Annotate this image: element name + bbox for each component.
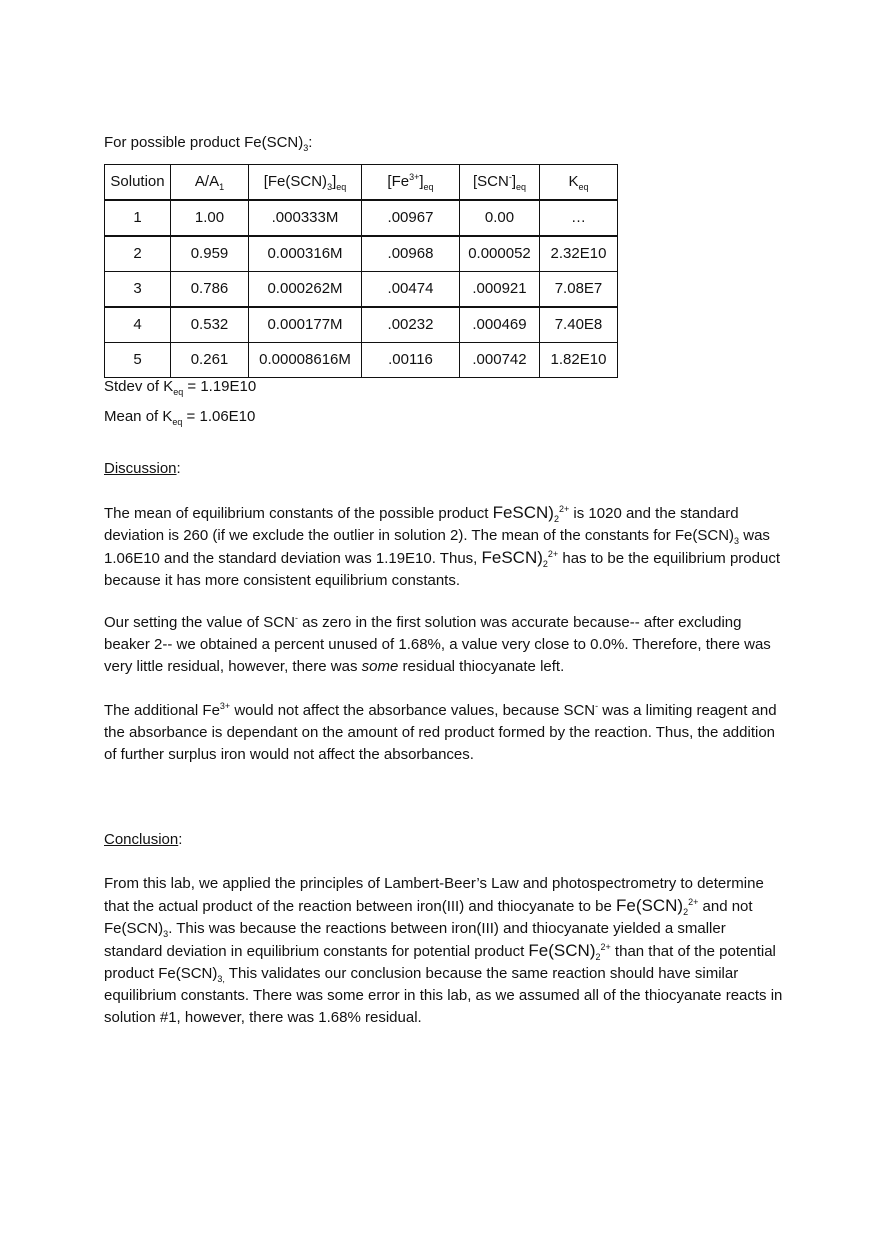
table-row (105, 307, 618, 343)
table-row (105, 343, 618, 378)
intro-text: For possible product Fe(SCN) (104, 134, 304, 151)
table-cell: .000333M (249, 200, 362, 236)
equilibrium-table (104, 164, 618, 378)
header-fe: $[Fe^{3+}]_{eq}$ (362, 165, 460, 201)
table-cell: 0.000262M (249, 272, 362, 308)
discussion-heading-line: Discussion: (104, 460, 181, 477)
table-cell: 0.000052 (460, 236, 540, 272)
table-cell: 1 (105, 200, 171, 236)
table-cell: 2.32E10 (540, 236, 618, 272)
table-cell: 1.82E10 (540, 343, 618, 378)
header-solution: Solution (105, 165, 171, 201)
table-header-row (105, 165, 618, 201)
table-cell: .000742 (460, 343, 540, 378)
discussion-paragraph-2: Our setting the value of SCN- as zero in the first solution was accurate because-- after excluding beaker 2-- we obtained a percent unused of 1.68%, a value very close to 0.0%. Therefore, there was very little residual, however, there was some residual thiocyanate left. (104, 613, 771, 675)
table-cell: 0.000316M (249, 236, 362, 272)
table-cell: 0.00 (460, 200, 540, 236)
header-keq: $K_{eq}$ (540, 165, 618, 201)
header-scn: $[SCN^-]_{eq}$ (460, 165, 540, 201)
table-cell: 7.08E7 (540, 272, 618, 308)
mean-line: Mean of $K_{eq} = 1.06E10$ (104, 408, 256, 427)
intro-line (104, 132, 312, 154)
table-cell: .000469 (460, 307, 540, 343)
table-cell: 4 (105, 307, 171, 343)
discussion-paragraph-1: The mean of equilibrium constants of the possible product $FeSCN)_2^{2+}$ is 1020 and the standard deviation is 260 (if we exclude the outlier in solution 2). The mean of the constants for $Fe(SCN)_3$ was 1.06E10 and the standard deviation was 1.19E10. Thus, $FeSCN)_2^{2+}$ has to be the equilibrium product because it has more consistent equilibrium constants. (104, 503, 780, 589)
conclusion-heading-line: Conclusion: (104, 831, 183, 848)
table-cell: .000921 (460, 272, 540, 308)
table-row (105, 272, 618, 308)
table-cell: .00116 (362, 343, 460, 378)
table-cell: 1.00 (171, 200, 249, 236)
intro-colon: : (308, 134, 313, 151)
conclusion-heading: Conclusion (104, 831, 179, 848)
discussion-heading: Discussion (104, 460, 177, 477)
table-cell: .00967 (362, 200, 460, 236)
table-cell: 0.786 (171, 272, 249, 308)
table-row (105, 236, 618, 272)
table-cell: 0.000177M (249, 307, 362, 343)
table-cell: 0.00008616M (249, 343, 362, 378)
table-cell: .00474 (362, 272, 460, 308)
table-cell: .00968 (362, 236, 460, 272)
table-cell: 3 (105, 272, 171, 308)
header-fescn3: $[Fe(SCN)_3]_{eq}$ (249, 165, 362, 201)
stdev-line: Stdev of $K_{eq} = 1.19E10$ (104, 378, 257, 397)
table-cell: 0.261 (171, 343, 249, 378)
header-ratio: $A/A_1$ (171, 165, 249, 201)
table-cell: 2 (105, 236, 171, 272)
table-row (105, 200, 618, 236)
table-cell: 5 (105, 343, 171, 378)
intro-subscript: 3 (303, 143, 309, 153)
table-cell: … (540, 200, 618, 236)
table-cell: .00232 (362, 307, 460, 343)
table-cell: 0.532 (171, 307, 249, 343)
discussion-paragraph-3: The additional $Fe^{3+}$ would not affect the absorbance values, because SCN- was a limiting reagent and the absorbance is dependant on the amount of red product formed by the reaction. Thus, the addition of further surplus iron would not affect the absorbances. (104, 701, 777, 763)
table-cell: 7.40E8 (540, 307, 618, 343)
table-cell: 0.959 (171, 236, 249, 272)
conclusion-paragraph: From this lab, we applied the principles of Lambert-Beer’s Law and photospectrometry to determine that the actual product of the reaction between iron(III) and thiocyanate to be $Fe(SCN)_2^{2+}$ and not $Fe(SCN)_3$. This was because the reactions between iron(III) and thiocyanate yielded a smaller standard deviation in equilibrium constants for potential product $Fe(SCN)_2^{2+}$ than that of the potential product $Fe(SCN)_{3,}$ This validates our conclusion because the same reaction should have similar equilibrium constants. There was some error in this lab, as we assumed all of the thiocyanate reacts in solution #1, however, there was 1.68% residual. (104, 875, 783, 1026)
